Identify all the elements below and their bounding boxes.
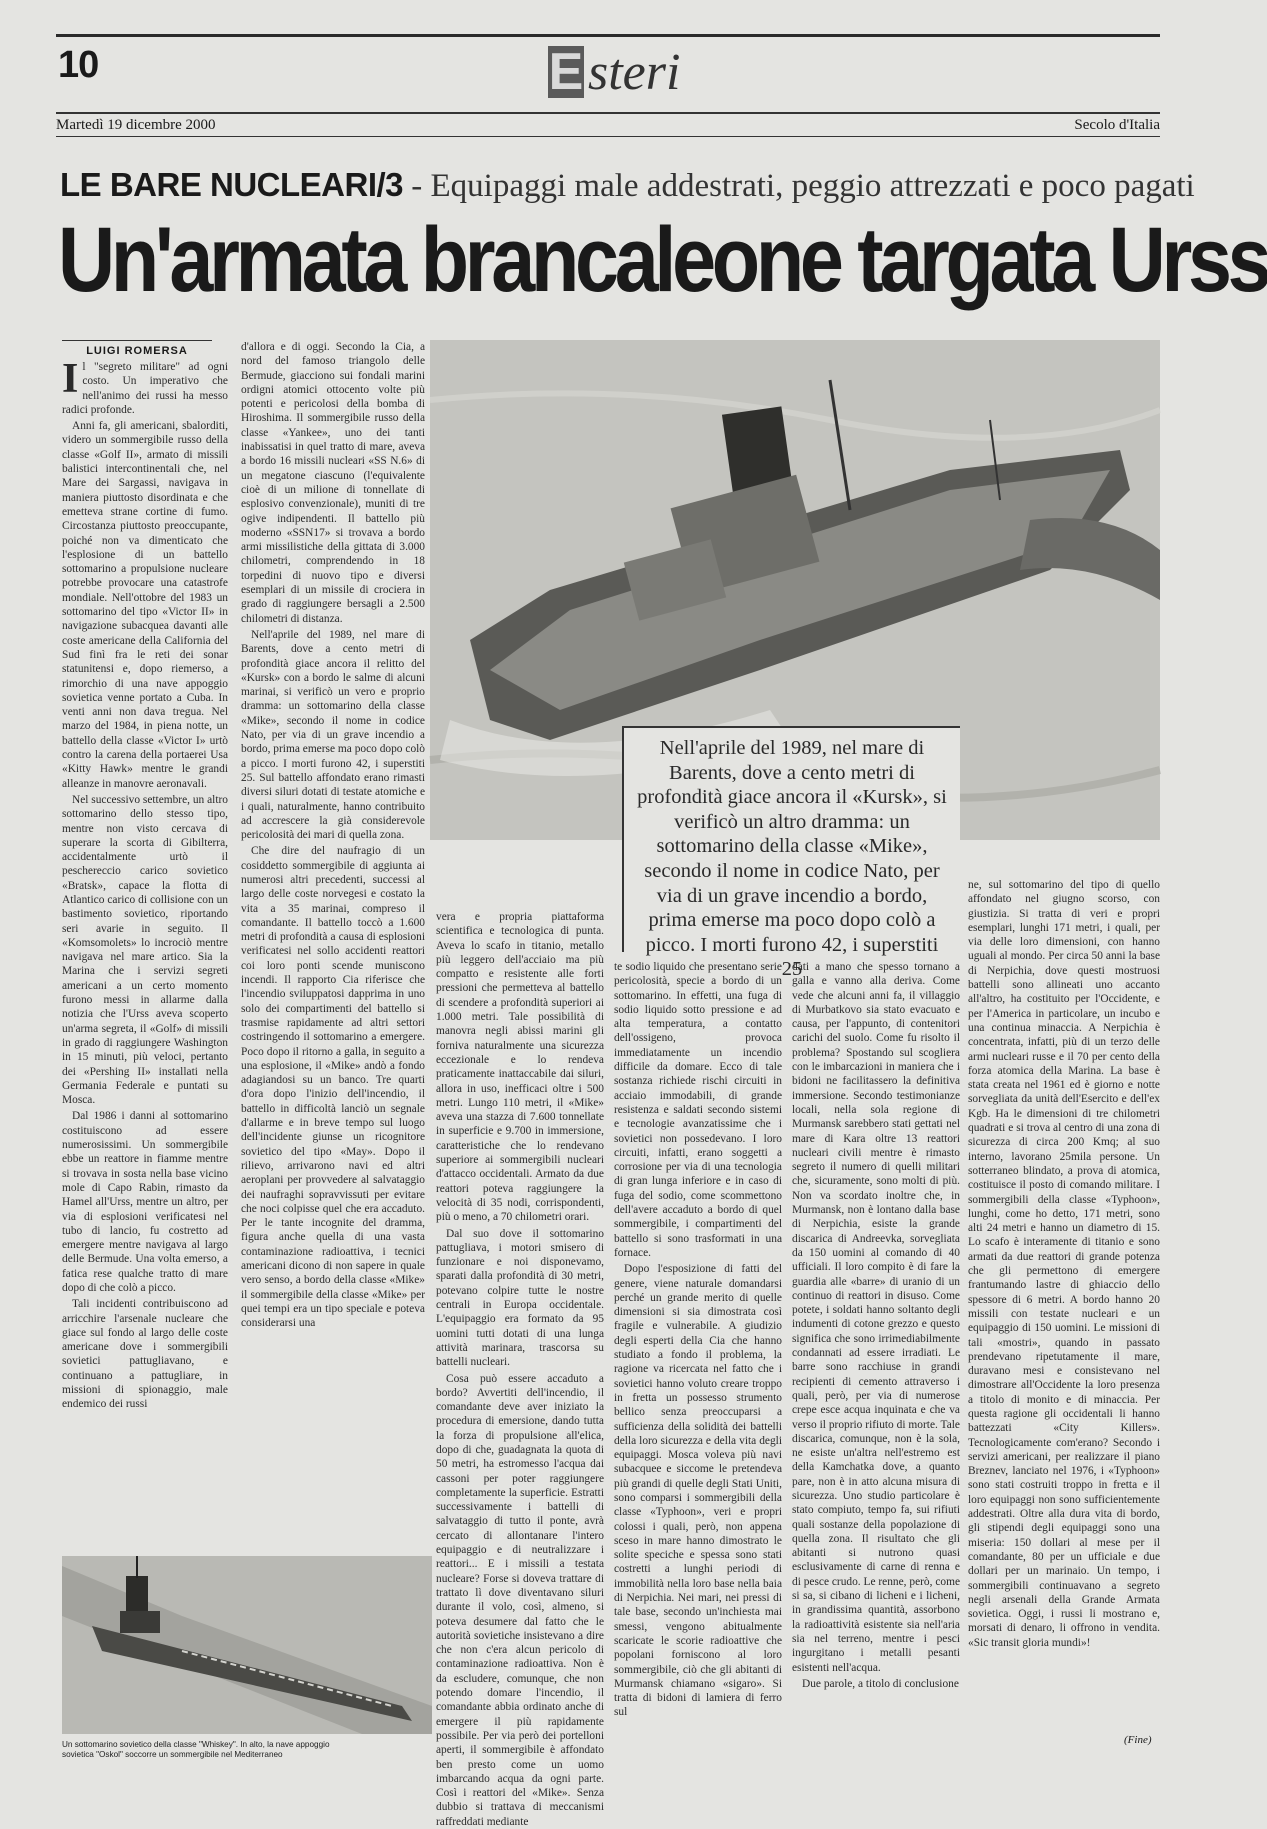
section-initial: E bbox=[548, 46, 584, 98]
paragraph: d'allora e di oggi. Secondo la Cia, a nord del famoso triangolo delle Bermude, giacciono sui fondali marini ordigni atomici ottocento volte più potenti e pericolosi della bomba di Hiroshima. Il sommergibile russo della classe «Yankee», uno dei tanti inabissatisi in quel tratto di mare, aveva a bordo 16 missili nucleari «SS N.6» di un megatone ciascuno (l'equivalente cioè di un milione di tonnellate di esplosivo convenzionale), muniti di tre ogive indipendenti. Il battello più moderno «SSN17» si trovava a bordo armi missilistiche della gittata di 3.000 chilometri, comprendendo in 18 torpedini di nuovo tipo e diversi esemplari di un missile di crociera in grado di raggiungere bersagli a 2.500 chilometri di distanza. bbox=[241, 340, 425, 626]
photo-submarine bbox=[62, 1556, 432, 1734]
text-column-6 bbox=[968, 878, 1160, 1740]
kicker-series: LE BARE NUCLEARI/3 bbox=[60, 166, 403, 203]
issue-date: Martedì 19 dicembre 2000 bbox=[56, 114, 216, 136]
text-column-4 bbox=[614, 960, 782, 1740]
paragraph: ne, sul sottomarino del tipo di quello affondato nel giugno scorso, con giustizia. Si tratta di veri e propri esemplari, lunghi 171 metri, i quali, per via delle loro dimensioni, con hanno uguali al mondo. Per circa 50 anni la base di Nerpichia, dove questi mostruosi battelli sono allineati uno accanto all'altro, ha costituito per l'Occidente, e per l'America in particolare, un incubo e una continua minaccia. A Nerpichia è concentrata, infatti, più di un terzo delle armi nucleari russe e il 70 per cento della forza atomica della Marina. La base è stata creata nel 1961 ed è giorno e notte sorvegliata da unità dell'Esercito e dell'ex Kgb. Ha le dimensioni di tre chilometri quadrati e si trova al centro di una zona di sicurezza di circa 200 Kmq; al suo interno, lavorano 25mila persone. Un sotterraneo blindato, a prova di atomica, costituisce il posto di comando militare. I sommergibili della classe «Typhoon», lunghi, come ho detto, 171 metri, sono alti 24 metri e hanno un diametro di 15. Lo scafo è interamente di titanio e sono armati da due reattori di grande potenza che gli permettono di emergere frantumando lastre di ghiaccio dello spessore di 6 metri. A bordo hanno 20 missili con testate nucleari e un equipaggio di 150 uomini. Le missioni di tali «mostri», quando in passato prendevano ripetutamente il mare, duravano mesi e consistevano nel dimostrare all'Occidente la loro presenza a titolo di monito e di minaccia. Per questa ragione gli occidentali li hanno battezzati «City Killers». Tecnologicamente com'erano? Secondo i servizi americani, per realizzare il piano Breznev, lanciato nel 1976, i «Typhoon» sono stati costruiti troppo in fretta e il loro equipaggi non sono sufficientemente addestrati. Oltre alla dura vita di bordo, gli stipendi degli equipaggi sono una miseria: 150 dollari al mese per il comandante, 80 per un ufficiale e due dollari per un marinaio. Un tempo, i sommergibili continuavano a segreto negli arsenali della Grande Armata sovietica. Oggi, i russi li mostrano e, morsati di denaro, li offrono in vendita. «Sic transit gloria mundi»! bbox=[968, 878, 1160, 1650]
submarine-illustration bbox=[62, 1556, 432, 1734]
article-kicker bbox=[60, 168, 1164, 203]
paragraph: vera e propria piattaforma scientifica e tecnologica di punta. Aveva lo scafo in titanio, metallo più leggero dell'acciaio ma più compatto e resistente alle forti pressioni che permetteva al battello di scendere a profondità superiori ai 1.000 metri. Tale possibilità di manovra negli abissi marini gli forniva naturalmente una sicurezza eccezionale e lo rendeva praticamente inattaccabile dai siluri, allora in uso, inefficaci oltre i 500 metri. Lungo 110 metri, il «Mike» aveva una stazza di 7.600 tonnellate in superficie e 9.700 in immersione, caratteristiche che lo rendevano superiore ai sommergibili nucleari d'attacco occidentali. Armato da due reattori poteva raggiungere la velocità di 35 nodi, corrispondenti, più o meno, a 70 chilometri orari. bbox=[436, 910, 604, 1225]
paragraph: Cosa può essere accaduto a bordo? Avvertiti dell'incendio, il comandante deve aver iniziato la procedura di emersione, dando tutta la forza di propulsione all'elica, dopo di che, guadagnata la quota di 50 metri, ha estromesso l'acqua dai cassoni per poter raggiungere completamente la superficie. Estratti successivamente i battelli di salvataggio di tutto il ponte, avrà cercato di allontanare l'intero equipaggio e di neutralizzare i reattori... E i missili a testata nucleare? Forse si doveva trattare di trattato lì dove diventavano siluri durante il volo, così, almeno, si poteva desumere dal fatto che le autorità sovietiche insistevano a dire che non c'era alcun pericolo di contaminazione radioattiva. Non è da escludere, comunque, che non potendo domare l'incendio, il comandante abbia ordinato anche di emergere il più rapidamente possibile. Per via però dei portelloni aperti, il sommergibile è affondato ben presto come un uomo imbarcando acqua da ogni parte. Così i reattori del «Mike». Senza dubbio si trattava di meccanismi raffreddati mediante bbox=[436, 1372, 604, 1829]
byline: LUIGI ROMERSA bbox=[62, 340, 212, 357]
paragraph: Dopo l'esposizione di fatti del genere, viene naturale domandarsi perché un grande merito di quelle dimensioni si sia dimostrata così fragile e vulnerabile. A giudizio degli esperti della Cia che hanno studiato a fondo il problema, la ragione va ricercata nel fatto che i sovietici hanno voluto creare troppo in fretta un possesso strumento bellico senza preoccuparsi a sufficienza della solidità dei battelli della loro sicurezza e della vita degli equipaggi. Mosca voleva più navi subacquee e siccome le pretendeva più grandi di quelle degli Stati Uniti, sono comparsi i sommergibili della classe «Typhoon», veri e propri colossi i quali, però, non appena sceso in mare hanno dimostrato le solite speciche e spessa sono stati costretti a lunghi periodi di immobilità nella loro base nella baia di Nerpichia. Nei mari, nei pressi di tale base, secondo un'inchiesta mai smessi, vengono abitualmente scaricate le scorie radioattive che popolani forniscono al loro sommergibile, ciò che gli abitanti di Murmansk chiamano «sigaro». Si tratta di bidoni di lamiera di ferro sul bbox=[614, 1262, 782, 1720]
pull-quote: Nell'aprile del 1989, nel mare di Barents, dove a cento metri di profondità giace ancora il «Kursk», si verificò un altro dramma: un sottomarino della classe «Mike», secondo il nome in codice Nato, per via di un grave incendio a bordo, prima emerse ma poco dopo colò a picco. I morti furono 42, i superstiti 25 bbox=[622, 726, 960, 952]
top-rule bbox=[56, 34, 1160, 37]
publication-name: Secolo d'Italia bbox=[1074, 114, 1160, 136]
dateline-bar bbox=[56, 112, 1160, 137]
section-rest: steri bbox=[588, 44, 680, 101]
paragraph: Tali incidenti contribuiscono ad arricchire l'arsenale nucleare che giace sul fondo al largo delle coste americane dove i sommergibili sovietici pattugliavano, e continuano a pattugliare, in missioni di spionaggio, male endemico dei russi bbox=[62, 1297, 228, 1411]
text-column-1 bbox=[62, 360, 228, 1640]
caption-line: sovietica "Oskol" soccorre un sommergibile nel Mediterraneo bbox=[62, 1750, 432, 1760]
drop-cap: I bbox=[62, 362, 78, 396]
section-title bbox=[548, 46, 680, 99]
caption-line: Un sottomarino sovietico della classe "Whiskey". In alto, la nave appoggio bbox=[62, 1740, 432, 1750]
text-column-2 bbox=[241, 340, 425, 1550]
paragraph: Che dire del naufragio di un cosiddetto sommergibile di aggiunta ai numerosi altri precedenti, successi al largo delle coste norvegesi e costato la vita a 35 marinai, compreso il comandante. Il battello toccò a 1.600 metri di profondità a causa di esplosioni verificatesi nel sollo accidenti reattori coi loro ponti scende muniscono incendi. Il rapporto Cia riferisce che l'incendio sviluppatosi dapprima in uno solo dei compartimenti del battello si trasmise rapidamente ad altri settori costringendo il sottomarino a emergere. Poco dopo il ritorno a galla, in seguito a una esplosione, il «Mike» andò a fondo adagiandosi su un banco. Tre quarti d'ora dopo l'inizio dell'incendio, il battello in difficoltà lanciò un segnale d'allarme e in breve tempo sul luogo dell'incidente giunse un ricognitore sovietico del tipo «May». Dopo il rilievo, arrivarono navi ed altri aeroplani per provvedere al salvataggio dei naufraghi sopravvissuti per evitare che noci colpisse quel che era accaduto. Per le tante incognite del dramma, figura anche quella di una vasta contaminazione radioattiva, i tecnici americani dicono di non sapere in quale vero senso, a bordo della classe «Mike» il sommergibile della classe «Mike» per quei tempi era un tipo speciale e poteva considerarsi una bbox=[241, 844, 425, 1330]
photo-caption bbox=[62, 1740, 432, 1760]
text-column-5 bbox=[792, 960, 960, 1740]
paragraph: dati a mano che spesso tornano a galla e vanno alla deriva. Come vede che alcuni anni fa, il villaggio di Murbatkovo sia stato evacuato e causa, per l'appunto, di contenitori carichi del suolo. Come fu risolto il problema? Spostando sul scogliera con le imbarcazioni in maniera che i bidoni ne facilitassero la definitiva immersione. Secondo testimonianze locali, nella sola regione di Murmansk sarebbero stati gettati nel mare di Kara oltre 13 reattori nucleari civili mentre è rimasto segreto il numero di quelli militari che, sicuramente, sono molti di più. Non va scordato inoltre che, in Murmansk, non è lontano dalla base di Nerpichia, esiste la grande discarica di Andreevka, sorvegliata da 150 uomini al comando di 40 ufficiali. Il loro compito è di fare la guardia alle «barre» di uranio di un continuo di reattori in disuso. Come potete, i soldati hanno soltanto degli indumenti di cotone grezzo e questo significa che sono irrimediabilmente condannati ad essere irradiati. Le barre sono racchiuse in grandi recipienti di cemento attraverso i quali, però, per via di numerose crepe esce acqua inquinata e che va verso il proprio rifiuto di morte. Tale discarica, comunque, non è la sola, ne esiste un'altra nell'estremo est della Kamchatka dove, a quanto pare, non è in atto alcuna misura di sicurezza. Uno studio particolare è stato compiuto, tempo fa, sui rifiuti quali sostanze della popolazione di quella zona. Il risultato che gli abitanti si nutrono quasi esclusivamente di carne di renna e di pesce crudo. Le renne, però, come si sa, si cibano di licheni e i licheni, in grandissima quantità, assorbono la radioattività esistente sia nell'aria sia nel terreno, mentre i pesci ingurgitano i metalli pesanti esistenti nell'acqua. bbox=[792, 960, 960, 1675]
article-headline: Un'armata brancaleone targata Urss bbox=[58, 214, 1013, 306]
page-number: 10 bbox=[58, 44, 98, 87]
paragraph: Dal suo dove il sottomarino pattugliava, i motori smisero di funzionare e noi disponevamo, sparati dalla profondità di 30 metri, potevano colpire tutte le nostre centrali in Europa occidentale. L'equipaggio era formato da 95 uomini tutti dotati di una lunga attività marinara, trascorsa su battelli nucleari. bbox=[436, 1227, 604, 1370]
text-column-3 bbox=[436, 910, 604, 1740]
paragraph: Nel successivo settembre, un altro sottomarino dello stesso tipo, mentre non visto cercava di superare la scorta di Gibilterra, accidentalmente urtò il peschereccio carico sovietico «Bratsk», capace la flotta di Atlantico carico di collisione con un bastimento sovietico, riportando seri avarie in seguito. Il «Komsomolets» lo incrociò mentre navigava nel mare artico. Sia la Marina che i servizi segreti americani a un certo momento furono messi in allarme dalla notizia che l'Urss aveva scoperto un'arma segreta, il «Golf» di missili in grado di raggiungere Washington in 15 minuti, più veloci, pertanto dei «Pershing II» installati nella Germania Federale e puntati su Mosca. bbox=[62, 793, 228, 1108]
article-end-mark: (Fine) bbox=[1124, 1734, 1151, 1746]
paragraph: Nell'aprile del 1989, nel mare di Barents, dove a cento metri di profondità giace ancora il relitto del «Kursk» con a bordo le salme di alcuni marinai, si verificò un vero e proprio dramma: un sottomarino della classe «Mike», secondo il nome in codice Nato, per via di un grave incendio a bordo, prima emerse ma poco dopo colò a picco. I morti furono 42, i superstiti 25. Sul battello affondato erano rimasti diversi siluri dotati di testate atomiche e i quali, naturalmente, hanno contribuito ad accrescere la già considerevole pericolosità dei mari di quella zona. bbox=[241, 628, 425, 842]
paragraph: Anni fa, gli americani, sbalorditi, videro un sommergibile russo della classe «Golf II», armato di missili balistici intercontinentali che, nel Mare dei Sargassi, navigava in maniera piuttosto disordinata e che emetteva strane cortine di fumo. Circostanza piuttosto preoccupante, poiché non va dimenticato che l'esplosione di un battello sottomarino a propulsione nucleare potrebbe provocare una catastrofe mondiale. Nell'ottobre del 1983 un sottomarino del tipo «Victor II» in navigazione subacquea davanti alle coste americane della California del Sud finì fra le reti dei sonar statunitensi e, dopo riemerso, a rimorchio di una nave appoggio sovietica venne portato a Cuba. In venti anni non dava tregua. Nel marzo del 1984, in piena notte, un battello della classe «Victor I» urtò contro la carena della portaerei Usa «Kitty Hawk» mentre le grandi alleanze in manovre aeronavali. bbox=[62, 419, 228, 791]
paragraph: l "segreto militare" ad ogni costo. Un imperativo che nell'animo dei russi ha messo radici profonde. bbox=[62, 360, 228, 417]
paragraph: Due parole, a titolo di conclusione bbox=[792, 1677, 960, 1691]
paragraph: Dal 1986 i danni al sottomarino costituiscono ad essere numerosissimi. Un sommergibile ebbe un reattore in fiamme mentre si trovava in sosta nella base vicino mole di Capo Rabin, rimasto da Hamel all'Urss, mentre un altro, per via di esplosioni verificatesi nel tubo di lancio, fu costretto ad emergere mentre navigava al largo delle Bermude. Una volta emerso, a fatica rese qualche tratto di mare dopo di che colò a picco. bbox=[62, 1109, 228, 1295]
paragraph: te sodio liquido che presentano serie pericolosità, specie a bordo di un sottomarino. In effetti, una fuga di sodio liquido sotto pressione e ad alta temperatura, a contatto dell'ossigeno, provoca immediatamente un incendio difficile da domare. Ecco di tale sostanza richiede rischi circuiti in acciaio immodabili, di grande resistenza e saldati secondo sistemi e tecnologie avanzatissime che i sovietici non possedevano. I loro circuiti, infatti, erano soggetti a corrosione per via di una tecnologia di gran lunga inferiore e in caso di fuga del sodio, come scommettono dell'avere accaduto a bordo di quel sommergibile, i compartimenti del battello si sono trasformati in una fornace. bbox=[614, 960, 782, 1260]
kicker-subtitle: - Equipaggi male addestrati, peggio attrezzati e poco pagati bbox=[403, 168, 1195, 204]
